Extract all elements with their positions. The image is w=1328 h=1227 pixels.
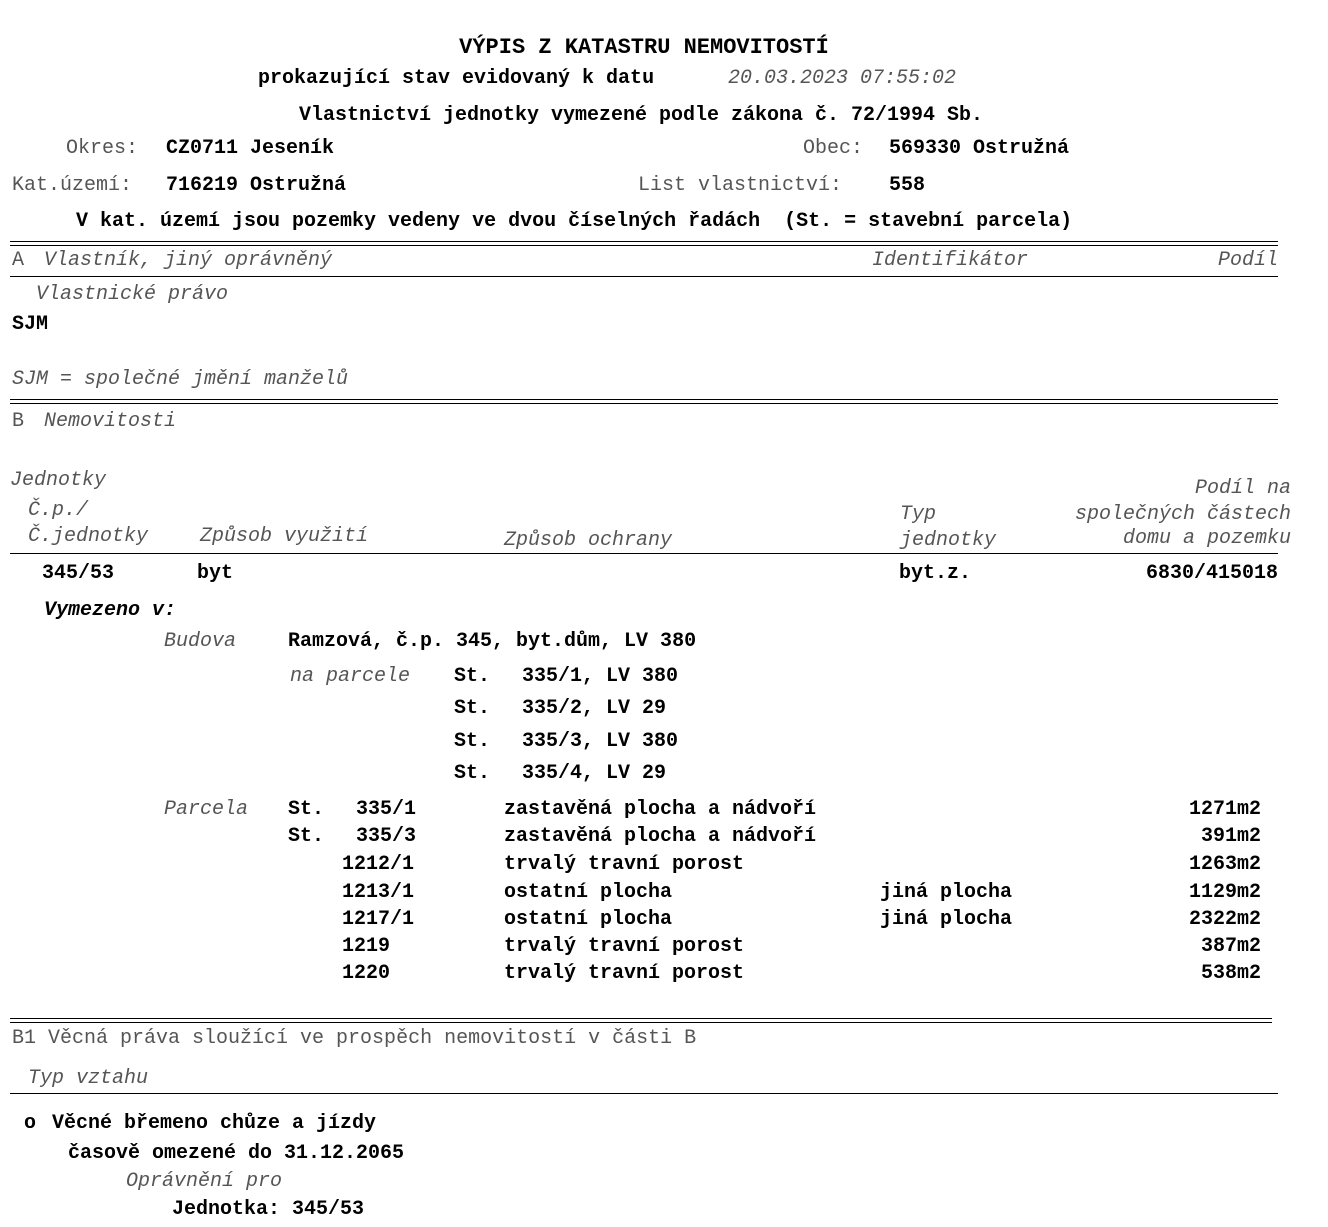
divider [10, 1022, 1272, 1023]
building-parcel: 335/2, LV 29 [522, 697, 667, 720]
parcel-area: 391m2 [1200, 825, 1261, 848]
ownership-line: Vlastnictví jednotky vymezené podle zákona č. 72/1994 Sb. [298, 104, 984, 127]
unit-type: byt.z. [899, 562, 972, 585]
col-type-header-2: jednotky [900, 529, 997, 552]
parcel-detail: jiná plocha [880, 881, 1013, 904]
entitled-label: Oprávnění pro [126, 1170, 283, 1193]
building-parcel-prefix: St. [454, 730, 491, 753]
parcel-number: 1219 [342, 935, 391, 958]
building-parcel-prefix: St. [454, 762, 491, 785]
building-parcel: 335/3, LV 380 [522, 730, 679, 753]
section-b-letter: B [12, 410, 25, 433]
divider [10, 1093, 1278, 1094]
unit-usage: byt [197, 562, 234, 585]
parcel-number: 335/1 [356, 798, 417, 821]
okres-label: Okres: [66, 137, 139, 160]
identifier-header: Identifikátor [872, 249, 1029, 272]
unit-share: 6830/415018 [1145, 562, 1278, 585]
section-b-title: Nemovitosti [44, 410, 177, 433]
units-heading: Jednotky [10, 469, 107, 492]
parcel-number: 1213/1 [342, 881, 415, 904]
col-share-header-2: společných částech [1074, 503, 1291, 526]
unit-number: 345/53 [42, 562, 115, 585]
parcel-detail: jiná plocha [880, 908, 1013, 931]
bullet-icon: o [24, 1112, 37, 1135]
divider [10, 399, 1278, 400]
parcel-label: Parcela [164, 798, 249, 821]
divider [10, 1018, 1272, 1019]
parcel-area: 538m2 [1200, 962, 1261, 985]
defined-label: Vymezeno v: [44, 599, 177, 622]
col-share-header: Podíl na [1194, 477, 1291, 500]
right-type: Vlastnické právo [36, 283, 229, 306]
document-title: VÝPIS Z KATASTRU NEMOVITOSTÍ [459, 35, 829, 60]
parcel-area: 1271m2 [1188, 798, 1261, 821]
parcel-number: 1217/1 [342, 908, 415, 931]
parcel-usage: trvalý travní porost [504, 935, 745, 958]
building-parcel-prefix: St. [454, 665, 491, 688]
building-parcel: 335/4, LV 29 [522, 762, 667, 785]
divider [10, 276, 1278, 277]
parcel-number: 335/3 [356, 825, 417, 848]
parcel-area: 1129m2 [1188, 881, 1261, 904]
katuzemi-label: Kat.území: [12, 174, 133, 197]
col-cp-header: Č.p./ [28, 499, 89, 522]
sjm-footnote: SJM = společné jmění manželů [12, 368, 349, 391]
on-parcel-label: na parcele [290, 665, 411, 688]
entitled-value: Jednotka: 345/53 [172, 1198, 365, 1221]
parcel-usage: trvalý travní porost [504, 962, 745, 985]
relation-type-header: Typ vztahu [28, 1067, 149, 1090]
col-usage-header: Způsob využití [200, 525, 369, 548]
parcel-usage: trvalý travní porost [504, 853, 745, 876]
building-parcel-prefix: St. [454, 697, 491, 720]
section-a-title: Vlastník, jiný oprávněný [44, 249, 333, 272]
parcel-area: 387m2 [1200, 935, 1261, 958]
easement-title: Věcné břemeno chůze a jízdy [52, 1112, 377, 1135]
section-a-letter: A [12, 249, 25, 272]
divider [10, 241, 1278, 242]
parcel-prefix: St. [288, 825, 325, 848]
subtitle-label: prokazující stav evidovaný k datu [258, 67, 655, 90]
divider [10, 553, 1278, 554]
building-value: Ramzová, č.p. 345, byt.dům, LV 380 [288, 630, 697, 653]
parcel-usage: ostatní plocha [504, 881, 673, 904]
lv-value: 558 [889, 174, 926, 197]
parcel-usage: zastavěná plocha a nádvoří [504, 798, 817, 821]
col-type-header: Typ [900, 503, 937, 526]
divider [10, 245, 1278, 246]
easement-time-limit: časově omezené do 31.12.2065 [68, 1142, 405, 1165]
parcel-number: 1212/1 [342, 853, 415, 876]
katuzemi-value: 716219 Ostružná [166, 174, 347, 197]
lv-label: List vlastnictví: [638, 174, 843, 197]
col-share-header-3: domu a pozemku [1122, 527, 1291, 550]
section-b1-title: B1 Věcná práva sloužící ve prospěch nemovitostí v části B [12, 1027, 697, 1050]
parcel-number: 1220 [342, 962, 391, 985]
divider [10, 403, 1278, 404]
parcel-area: 1263m2 [1188, 853, 1261, 876]
col-protection-header: Způsob ochrany [504, 529, 673, 552]
cadastral-note: V kat. území jsou pozemky vedeny ve dvou číselných řadách (St. = stavební parcela) [76, 210, 1073, 233]
parcel-usage: zastavěná plocha a nádvoří [504, 825, 817, 848]
okres-value: CZ0711 Jeseník [166, 137, 335, 160]
share-header: Podíl [1217, 249, 1278, 272]
parcel-prefix: St. [288, 798, 325, 821]
building-parcel: 335/1, LV 380 [522, 665, 679, 688]
record-date: 20.03.2023 07:55:02 [728, 67, 957, 90]
owner: SJM [12, 313, 49, 336]
building-label: Budova [164, 630, 237, 653]
obec-value: 569330 Ostružná [889, 137, 1070, 160]
parcel-area: 2322m2 [1188, 908, 1261, 931]
parcel-usage: ostatní plocha [504, 908, 673, 931]
obec-label: Obec: [803, 137, 864, 160]
col-unit-header: Č.jednotky [28, 525, 149, 548]
